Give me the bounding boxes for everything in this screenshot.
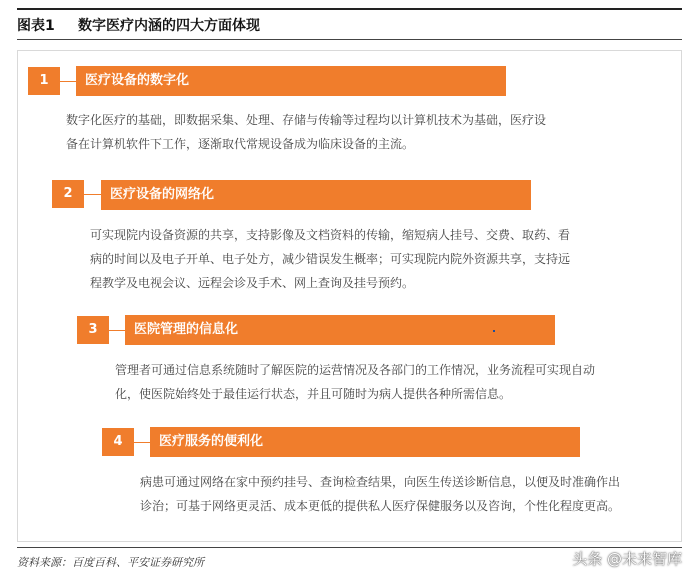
section-3-heading: 医院管理的信息化 [125,315,555,345]
figure-title: 数字医疗内涵的四大方面体现 [78,18,260,34]
section-2-line-2: 病的时间以及电子开单、电子处方，减少错误发生概率；可实现院内院外资源共享，支持远 [90,252,571,266]
figure-label: 图表1 [17,18,55,34]
section-1-line-2: 备在计算机软件下工作，逐渐取代常规设备成为临床设备的主流。 [66,137,415,151]
title-rule [17,39,682,40]
top-rule [17,8,682,10]
section-4-body [140,470,620,518]
section-2-line-1: 可实现院内设备资源的共享，支持影像及文档资料的传输，缩短病人挂号、交费、取药、看 [90,228,571,242]
section-2-line-3: 程教学及电视会议、远程会诊及手术、网上查询及挂号预约。 [90,276,415,290]
section-3-line-2: 化，使医院始终处于最佳运行状态，并且可随时为病人提供各种所需信息。 [115,387,512,401]
section-1-number: 1 [28,67,60,95]
section-4-number: 4 [102,428,134,456]
section-2-number: 2 [52,180,84,208]
section-4-line-1: 病患可通过网络在家中预约挂号、查询检查结果，向医生传送诊断信息，以便及时准确作出 [140,475,621,489]
section-1-line-1: 数字化医疗的基础，即数据采集、处理、存储与传输等过程均以计算机技术为基础，医疗设 [66,113,547,127]
section-1-heading: 医疗设备的数字化 [76,66,506,96]
section-3-body [115,358,595,406]
section-4-heading: 医疗服务的便利化 [150,427,580,457]
section-3-number: 3 [77,316,109,344]
section-3-line-1: 管理者可通过信息系统随时了解医院的运营情况及各部门的工作情况，业务流程可实现自动 [115,363,596,377]
watermark: 头条 @未来智库 [572,550,682,568]
section-1-body [66,108,546,156]
section-2-body [90,223,570,295]
source-note: 资料来源：百度百科、平安证券研究所 [17,556,204,569]
stray-dot [493,330,495,332]
section-2-heading: 医疗设备的网络化 [101,180,531,210]
section-4-line-2: 诊治；可基于网络更灵活、成本更低的提供私人医疗保健服务以及咨询，个性化程度更高。 [140,499,621,513]
